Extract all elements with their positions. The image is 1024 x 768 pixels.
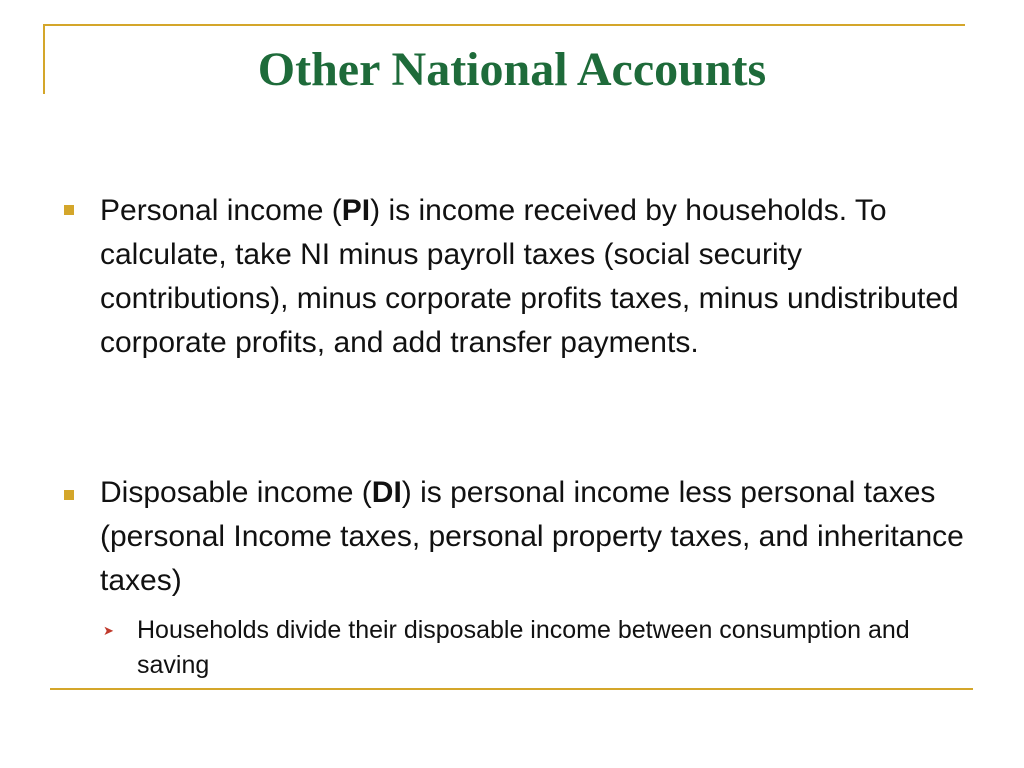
bullet-text-pre: Personal income ( [100,194,342,227]
bullet-term: PI [341,194,371,227]
bullet-personal-income [100,189,980,365]
frame-top-line [43,24,965,26]
sub-bullet-households: Households divide their disposable income between consumption and saving [137,616,910,679]
square-bullet-icon [64,205,74,215]
slide-title: Other National Accounts [257,43,767,96]
frame-bottom-line [50,688,973,690]
bullet-text-pre: Disposable income ( [100,476,372,509]
square-bullet-icon [64,490,74,500]
chevron-right-icon: ➤ [103,624,114,639]
bullet-term: DI [371,476,402,509]
bullet-text-post: ) is income received by households. To calculate, take NI minus payroll taxes (social security contributions), minus corporate profits taxes, minus undistributed corporate profits, and add transfer payments. [100,194,959,359]
bullet-text-post: ) is personal income less personal taxes (personal Income taxes, personal property taxes, and inheritance taxes) [100,476,964,597]
bullet-disposable-income [100,471,980,603]
